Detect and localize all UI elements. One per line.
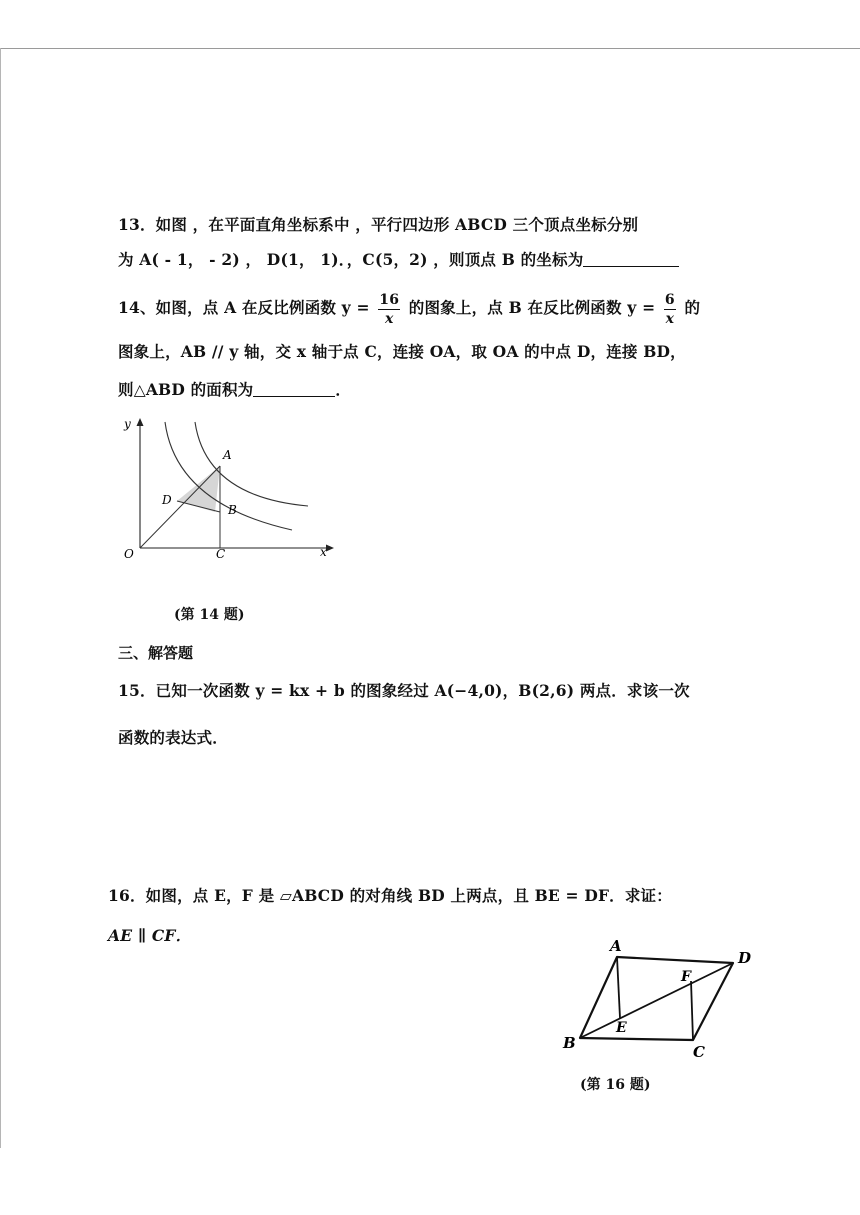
q13-line2-text: 为 A( - 1， - 2) ， D(1， 1)．，C(5，2) ，则顶点 B 的坐标为 (118, 250, 584, 269)
fig14-label-x: x (320, 545, 327, 559)
segment-cf (691, 981, 693, 1040)
fig16-label-e: E (616, 1020, 627, 1036)
figure-14 (110, 410, 345, 570)
caption-figure-14: (第 14 题) (174, 607, 245, 623)
fig16-label-d: D (738, 949, 752, 967)
page-border-left (0, 48, 1, 1148)
page-border-top (0, 48, 860, 49)
fig14-label-c: C (216, 547, 226, 561)
fig16-label-b: B (563, 1034, 576, 1052)
q14-line3-end: ． (335, 380, 352, 399)
q14-text-a: 14、如图，点 A 在反比例函数 y = (118, 298, 370, 317)
q14-frac1-den: x (384, 310, 394, 327)
fig16-label-a: A (610, 937, 622, 955)
q14-line3-text: 则△ABD 的面积为 (118, 380, 254, 399)
q14-line2: 图象上，AB // y 轴，交 x 轴于点 C，连接 OA，取 OA 的中点 D，连接 BD， (118, 342, 686, 361)
y-axis-arrow (137, 418, 144, 426)
q14-answer-blank (253, 382, 335, 397)
diagonal-bd (580, 963, 733, 1038)
fig16-label-c: C (693, 1043, 705, 1061)
fig14-label-o: O (124, 547, 134, 561)
q14-frac2-num: 6 (664, 291, 675, 308)
q16-line1: 16．如图，点 E，F 是 ▱ABCD 的对角线 BD 上两点，且 BE = DF．求证： (108, 886, 672, 905)
q14-fraction-6-over-x (664, 293, 676, 326)
fig14-label-b: B (228, 503, 237, 517)
q14-line1 (118, 283, 700, 333)
fig14-label-a: A (223, 448, 232, 462)
segment-ae (617, 957, 620, 1018)
fig14-label-y: y (124, 417, 131, 431)
fig14-label-d: D (162, 493, 172, 507)
q15-line2: 函数的表达式． (118, 728, 228, 747)
q14-frac2-den: x (665, 310, 675, 327)
q16-line2: AE ∥ CF． (108, 926, 192, 945)
q14-frac1-num: 16 (379, 291, 400, 308)
q14-fraction-16-over-x (378, 293, 400, 326)
q14-text-c: 的 (684, 298, 701, 317)
section-3-heading: 三、解答题 (118, 644, 194, 662)
q13-line1: 13．如图 ，在平面直角坐标系中 ，平行四边形 ABCD 三个顶点坐标分别 (118, 215, 639, 234)
q15-line1: 15．已知一次函数 y = kx + b 的图象经过 A(−4,0)，B(2,6) 两点．求该一次 (118, 681, 690, 700)
q13-line2 (118, 248, 679, 270)
caption-figure-16: (第 16 题) (580, 1077, 651, 1093)
fig16-label-f: F (681, 969, 691, 985)
q13-answer-blank (583, 252, 679, 267)
q14-line3 (118, 378, 351, 400)
x-axis-arrow (326, 545, 334, 552)
q14-text-b: 的图象上，点 B 在反比例函数 y = (408, 298, 656, 317)
figure-16 (555, 935, 765, 1065)
